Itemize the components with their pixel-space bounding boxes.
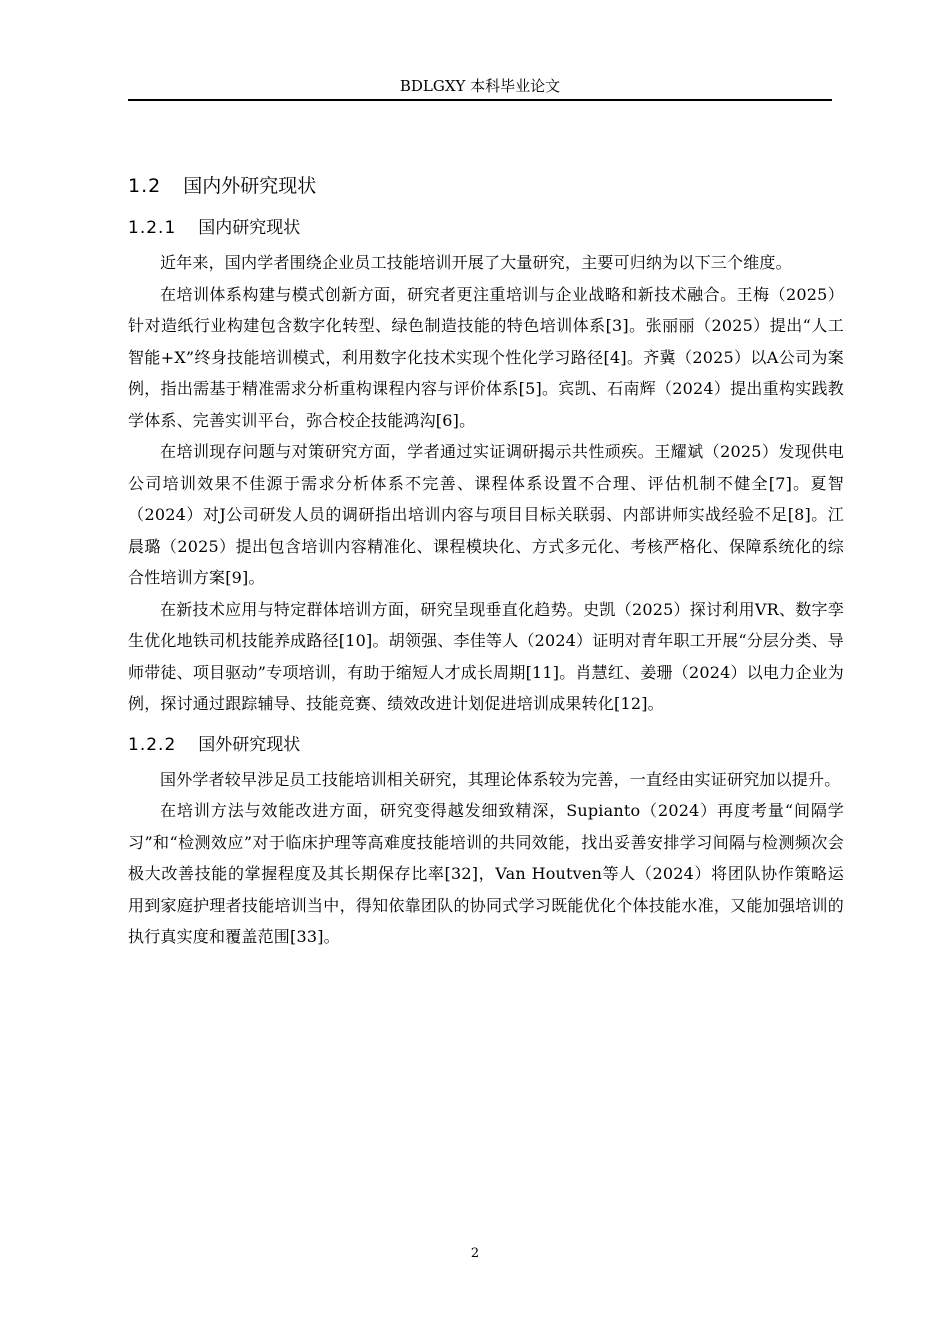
subsection-number: 1.2.2 xyxy=(128,734,177,755)
running-header: BDLGXY 本科毕业论文 xyxy=(399,77,561,95)
section-number: 1.2 xyxy=(128,175,162,197)
paragraph: 在培训现存问题与对策研究方面，学者通过实证调研揭示共性顽疾。王耀斌（2025）发现供电公司培训效果不佳源于需求分析体系不完善、课程体系设置不合理、评估机制不健全[7]。夏智（2024）对J公司研发人员的调研指出培训内容与项目目标关联弱、内部讲师实战经验不足[8]。江晨璐（2025）提出包含培训内容精准化、课程模块化、方式多元化、考核严格化、保障系统化的综合性培训方案[9]。 xyxy=(128,442,844,587)
subsection-number: 1.2.1 xyxy=(128,218,177,238)
paragraph: 在新技术应用与特定群体培训方面，研究呈现垂直化趋势。史凯（2025）探讨利用VR、数字孪生优化地铁司机技能养成路径[10]。胡领强、李佳等人（2024）证明对青年职工开展“分层分类、导师带徒、项目驱动”专项培训，有助于缩短人才成长周期[11]。肖慧红、姜珊（2024）以电力企业为例，探讨通过跟踪辅导、技能竞赛、绩效改进计划促进培训成果转化[12]。 xyxy=(128,599,844,713)
subsection-title: 国外研究现状 xyxy=(198,734,301,755)
paragraph: 近年来，国内学者围绕企业员工技能培训开展了大量研究，主要可归纳为以下三个维度。 xyxy=(160,253,792,272)
header-divider xyxy=(128,99,832,101)
section-heading xyxy=(128,171,844,201)
paragraph: 在培训体系构建与模式创新方面，研究者更注重培训与企业战略和新技术融合。王梅（2025）针对造纸行业构建包含数字化转型、绿色制造技能的特色培训体系[3]。张丽丽（2025）提出“人工智能+X”终身技能培训模式，利用数字化技术实现个性化学习路径[4]。齐冀（2025）以A公司为案例，指出需基于精准需求分析重构课程内容与评价体系[5]。宾凯、石南辉（2024）提出重构实践教学体系、完善实训平台，弥合校企技能鸿沟[6]。 xyxy=(128,284,844,430)
section-title: 国内外研究现状 xyxy=(183,175,317,197)
paragraph: 国外学者较早涉足员工技能培训相关研究，其理论体系较为完善，一直经由实证研究加以提升。 xyxy=(160,769,841,789)
subsection-heading xyxy=(128,213,844,243)
subsection-heading xyxy=(128,730,844,760)
page-number: 2 xyxy=(470,1246,480,1261)
page-body xyxy=(128,171,844,953)
paragraph: 在培训方法与效能改进方面，研究变得越发细致精深，Supianto（2024）再度考量“间隔学习”和“检测效应”对于临床护理等高难度技能培训的共同效能，找出妥善安排学习间隔与检测频次会极大改善技能的掌握程度及其长期保存比率[32]，Van Houtven等人（2024）将团队协作策略运用到家庭护理者技能培训当中，得知依靠团队的协同式学习既能优化个体技能水准，又能加强培训的执行真实度和覆盖范围[33]。 xyxy=(128,801,844,946)
subsection-title: 国内研究现状 xyxy=(198,218,301,238)
